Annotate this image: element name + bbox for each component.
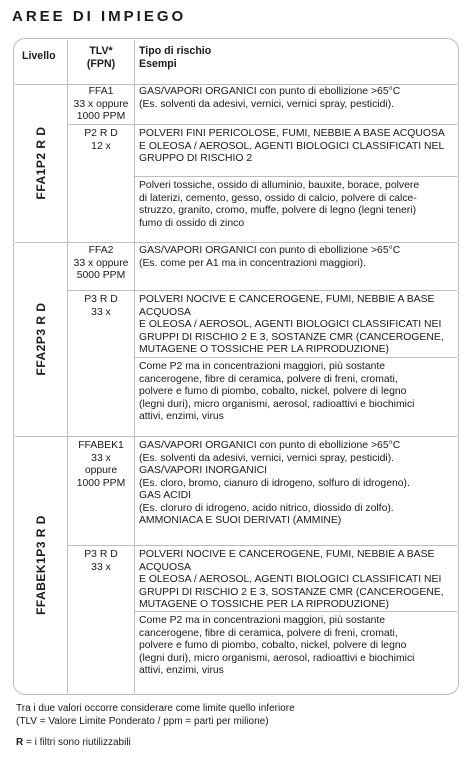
header-tlv: TLV* (FPN) [86, 45, 116, 70]
group-divider [15, 436, 457, 437]
column-divider [134, 40, 135, 693]
risk-cell: POLVERI NOCIVE E CANCEROGENE, FUMI, NEBBIE A BASE ACQUOSA E OLEOSA / AEROSOL, AGENTI BIOLOGICI CLASSIFICATI NEI GRUPPI DI RISCHIO 2 E 3, SOSTANZE CMR (CANCEROGENE, MUTAGENE O TOSSICHE PER LA RIPRODUZIONE) [139, 294, 444, 355]
tlv-cell: FFA1 33 x oppure 1000 PPM [73, 86, 129, 122]
tlv-cell: FFA2 33 x oppure 5000 PPM [73, 245, 129, 281]
risk-cell: Polveri tossiche, ossido di alluminio, bauxite, borace, polvere di laterizi, cemento, gesso, ossido di calcio, polvere di calce- struzzo, granito, cromo, muffe, polvere di legno (legni teneri) fumo di ossido di zinco [139, 180, 420, 229]
legend-key: R [16, 737, 24, 748]
risk-cell: GAS/VAPORI ORGANICI con punto di ebollizione >65°C (Es. solventi da adesivi, vernici, vernici spray, pesticidi). [139, 86, 401, 110]
footnote: (TLV = Valore Limite Ponderato / ppm = parti per milione) [16, 716, 269, 727]
risk-cell: Come P2 ma in concentrazioni maggiori, più sostante cancerogene, fibre di ceramica, polvere di freni, cromati, polvere e fumo di piombo, cobalto, nickel, polvere di legno (legni duri), micro organismi, aerosol, radioattivi e biochimici attivi, enzimi, virus [139, 615, 415, 676]
risk-cell: POLVERI FINI PERICOLOSE, FUMI, NEBBIE A BASE ACQUOSA E OLEOSA / AEROSOL, AGENTI BIOLOGICI CLASSIFICATI NEL GRUPPO DI RISCHIO 2 [139, 128, 445, 164]
tlv-cell: P3 R D 33 x [84, 549, 118, 573]
level-label: FFABEK1P3 R D [34, 515, 48, 615]
row-divider [67, 124, 457, 125]
level-label: FFA2P3 R D [34, 302, 48, 376]
tlv-cell: FFABEK1 33 x oppure 1000 PPM [76, 440, 126, 489]
legend-text: = i filtri sono riutilizzabili [23, 737, 131, 748]
header-tipo-rischio: Tipo di rischio Esempi [139, 45, 212, 70]
page-title: AREE DI IMPIEGO [12, 8, 187, 25]
risk-cell: GAS/VAPORI ORGANICI con punto di ebollizione >65°C (Es. come per A1 ma in concentrazioni maggiori). [139, 245, 401, 269]
risk-cell: Come P2 ma in concentrazioni maggiori, più sostante cancerogene, fibre di ceramica, polvere di freni, cromati, polvere e fumo di piombo, cobalto, nickel, polvere di legno (legni duri), micro organismi, aerosol, radioattivi e biochimici attivi, enzimi, virus [139, 361, 415, 422]
footnote: Tra i due valori occorre considerare come limite quello inferiore [16, 703, 295, 714]
column-divider [67, 40, 68, 693]
group-divider [15, 242, 457, 243]
row-divider [134, 357, 457, 358]
footnote-legend [16, 737, 131, 750]
header-livello: Livello [22, 50, 56, 62]
risk-cell: POLVERI NOCIVE E CANCEROGENE, FUMI, NEBBIE A BASE ACQUOSA E OLEOSA / AEROSOL, AGENTI BIOLOGICI CLASSIFICATI NEI GRUPPI DI RISCHIO 2 E 3, SOSTANZE CMR (CANCEROGENE, MUTAGENE O TOSSICHE PER LA RIPRODUZIONE) [139, 549, 444, 610]
level-label: FFA1P2 R D [34, 126, 48, 200]
row-divider [67, 545, 457, 546]
row-divider [67, 290, 457, 291]
tlv-cell: P3 R D 33 x [84, 294, 118, 318]
header-divider [15, 84, 457, 85]
row-divider [134, 176, 457, 177]
risk-cell: GAS/VAPORI ORGANICI con punto di ebollizione >65°C (Es. solventi da adesivi, vernici, vernici spray, pesticidi). GAS/VAPORI INORGANICI (Es. cloro, bromo, cianuro di idrogeno, solfuro di idrogeno). GAS ACIDI (Es. cloruro di idrogeno, acido nitrico, diossido di zolfo). AMMONIACA E SUOI DERIVATI (AMMINE) [139, 440, 410, 526]
tlv-cell: P2 R D 12 x [84, 128, 118, 152]
